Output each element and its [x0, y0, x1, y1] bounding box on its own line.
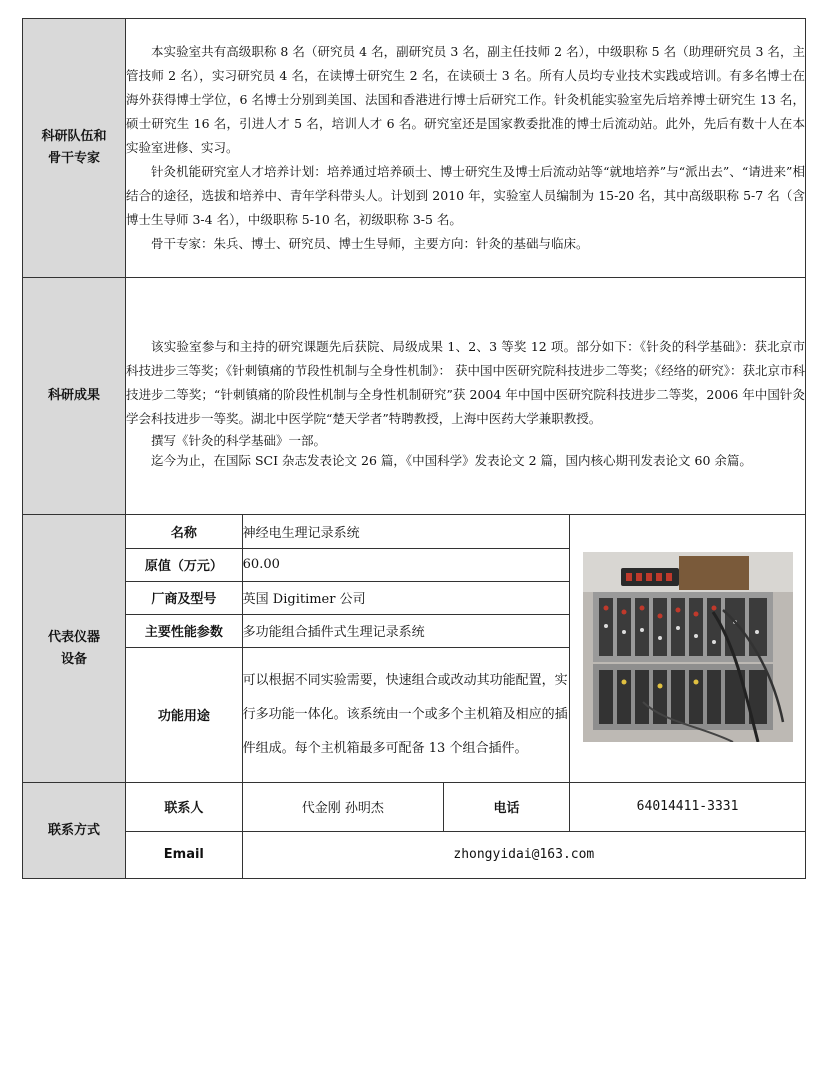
- equipment-price-key: 原值（万元）: [126, 548, 242, 581]
- equipment-vendor-key: 厂商及型号: [126, 581, 242, 614]
- equipment-label-line2: 设备: [60, 651, 87, 667]
- contact-email-key: Email: [126, 831, 242, 878]
- team-row: [23, 19, 806, 278]
- team-label-line1: 科研队伍和: [41, 129, 107, 144]
- equipment-table: [126, 515, 805, 782]
- equipment-function-value: 可以根据不同实验需要，快速组合或改动其功能配置，实行多功能一体化。该系统由一个或多个主机箱及相应的插件组成。每个主机箱最多可配备 13 个组合插件。: [242, 647, 569, 782]
- contact-label: [23, 783, 126, 879]
- team-content: [126, 19, 806, 278]
- document-page: [22, 18, 805, 879]
- results-row: [23, 278, 806, 515]
- contact-email-value: zhongyidai@163.com: [242, 831, 805, 878]
- equipment-name-key: 名称: [126, 515, 242, 548]
- team-label: [23, 19, 126, 278]
- equipment-spec-key: 主要性能参数: [126, 614, 242, 647]
- team-paragraph-2: 针灸机能研究室人才培养计划：培养通过培养硕士、博士研究生及博士后流动站等“就地培养”与“派出去”、“请进来”相结合的途径，选拔和培养中、青年学科带头人。计划到 2010 年，实验室人员编制为 15-20 名，其中高级职称 5-7 名（含博士生导师 3-4 名），中级职称 5-10 名，初级职称 3-5 名。: [126, 164, 805, 227]
- contact-content: [126, 783, 806, 879]
- lab-info-table: [22, 18, 806, 879]
- team-paragraph-1: 本实验室共有高级职称 8 名（研究员 4 名，副研究员 3 名，副主任技师 2 名），中级职称 5 名（助理研究员 3 名，主管技师 2 名），实习研究员 4 名，在读博士研究生 2 名，在读硕士 3 名。所有人员均专业技术实践或培训。有多名博士在海外获得博士学位，6 名博士分别到美国、法国和香港进行博士后研究工作。针灸机能实验室先后培养博士研究生 13 名，硕士研究生 16 名，引进人才 5 名，培训人才 6 名。研究室还是国家教委批准的博士后流动站。此外，先后有数十人在本实验室进修、实习。: [126, 44, 805, 155]
- contact-label-text: 联系方式: [47, 822, 100, 838]
- equipment-label: [23, 515, 126, 783]
- equipment-function-key: 功能用途: [126, 647, 242, 782]
- contact-row: [23, 783, 806, 879]
- results-paragraph-1: 该实验室参与和主持的研究课题先后获院、局级成果 1、2、3 等奖 12 项。部分如下：《针灸的科学基础》：获北京市科技进步三等奖；《针刺镇痛的节段性机制与全身性机制》： 获中国中医研究院科技进步二等奖；《经络的研究》：获北京市科技进步二等奖；“针刺镇痛的阶段性机制与全身性机制研究”获 2004 年中国中医研究院科技进步二等奖，2006 年中国针灸学会科技进步一等奖。湖北中医学院“楚天学者”特聘教授，上海中医药大学兼职教授。: [126, 339, 805, 426]
- contact-phone-value: 64014411-3331: [570, 783, 805, 831]
- results-paragraph-2: 撰写《针灸的科学基础》一部。: [151, 433, 327, 448]
- contact-phone-key: 电话: [443, 783, 569, 831]
- equipment-vendor-value: 英国 Digitimer 公司: [242, 581, 569, 614]
- results-content: [126, 278, 806, 515]
- equipment-photo: [583, 552, 793, 742]
- equipment-name-value: 神经电生理记录系统: [242, 515, 569, 548]
- contact-person-key: 联系人: [126, 783, 242, 831]
- equipment-price-value: 60.00: [242, 548, 569, 581]
- equipment-photo-cell: [570, 515, 805, 782]
- equipment-spec-value: 多功能组合插件式生理记录系统: [242, 614, 569, 647]
- equipment-label-line1: 代表仪器: [47, 629, 100, 645]
- results-label-text: 科研成果: [47, 388, 100, 403]
- team-label-line2: 骨干专家: [47, 151, 100, 166]
- equipment-row: [23, 515, 806, 783]
- contact-table: [126, 783, 805, 878]
- team-paragraph-3: 骨干专家：朱兵、博士、研究员、博士生导师，主要方向：针灸的基础与临床。: [151, 236, 589, 251]
- equipment-content: [126, 515, 806, 783]
- results-paragraph-3: 迄今为止，在国际 SCI 杂志发表论文 26 篇，《中国科学》发表论文 2 篇，国内核心期刊发表论文 60 余篇。: [151, 453, 752, 468]
- contact-person-value: 代金刚 孙明杰: [242, 783, 443, 831]
- results-label: [23, 278, 126, 515]
